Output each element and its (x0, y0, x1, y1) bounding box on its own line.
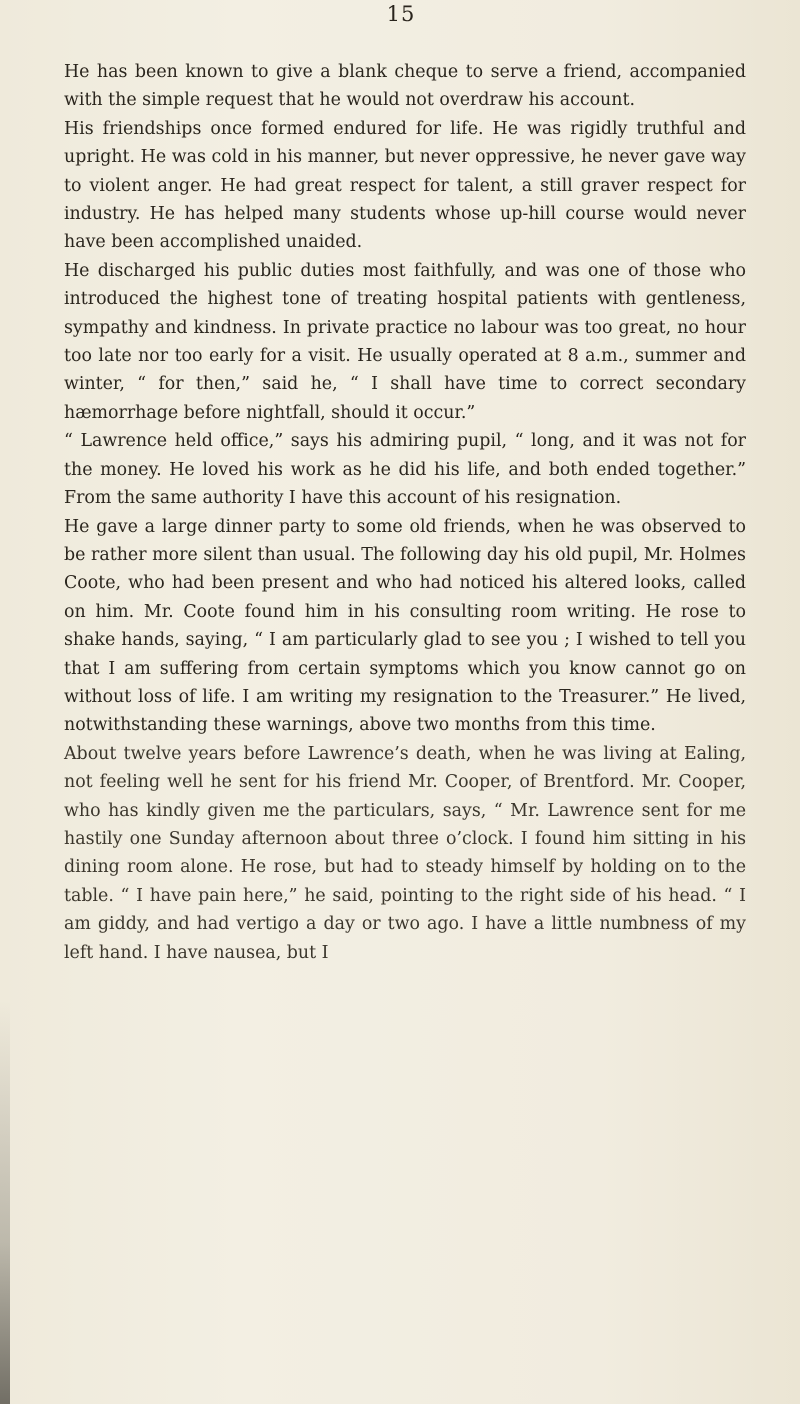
paragraph-4: “ Lawrence held office,” says his admiring pupil, “ long, and it was not for the money. He loved his work as he did his life, and both ended together.” From the same authority I have this account of his resignation. (64, 431, 746, 509)
page-number: 15 (386, 2, 416, 26)
paragraph-6: About twelve years before Lawrence’s death, when he was living at Ealing, not feeling well he sent for his friend Mr. Cooper, of Brentford. Mr. Cooper, who has kindly given me the particulars, says, “ Mr. Lawrence sent for me hastily one Sunday afternoon about three o’clock. I found him sitting in his dining room alone. He rose, but had to steady himself by holding on to the table. “ I have pain here,” he said, pointing to the right side of his head. “ I am giddy, and had vertigo a day or two ago. I have a little numbness of my left hand. I have nausea, but I (64, 743, 746, 963)
paragraph-5: He gave a large dinner party to some old friends, when he was observed to be rather more silent than usual. The following day his old pupil, Mr. Holmes Coote, who had been present and who had noticed his altered looks, called on him. Mr. Coote found him in his consulting room writing. He rose to shake hands, saying, “ I am particularly glad to see you ; I wished to tell you that I am suffering from certain symptoms which you know cannot go on without loss of life. I am writing my resignation to the Treasurer.” He lived, notwithstanding these warnings, above two months from this time. (64, 516, 746, 736)
paragraph-2: His friendships once formed endured for life. He was rigidly truthful and upright. He was cold in his manner, but never oppressive, he never gave way to violent anger. He had great respect for talent, a still graver respect for industry. He has helped many students whose up-hill course would never have been accomplished unaided. (64, 118, 746, 253)
body-text (64, 58, 746, 967)
paragraph-3: He discharged his public duties most faithfully, and was one of those who introduced the highest tone of treating hospital patients with gentleness, sympathy and kindness. In private practice no labour was too great, no hour too late nor too early for a visit. He usually operated at 8 a.m., summer and winter, “ for then,” said he, “ I shall have time to correct secondary hæmorrhage before nightfall, should it occur.” (64, 260, 746, 423)
binding-shadow (0, 1000, 10, 1404)
paragraph-1: He has been known to give a blank cheque to serve a friend, accompanied with the simple request that he would not overdraw his account. (64, 62, 746, 111)
